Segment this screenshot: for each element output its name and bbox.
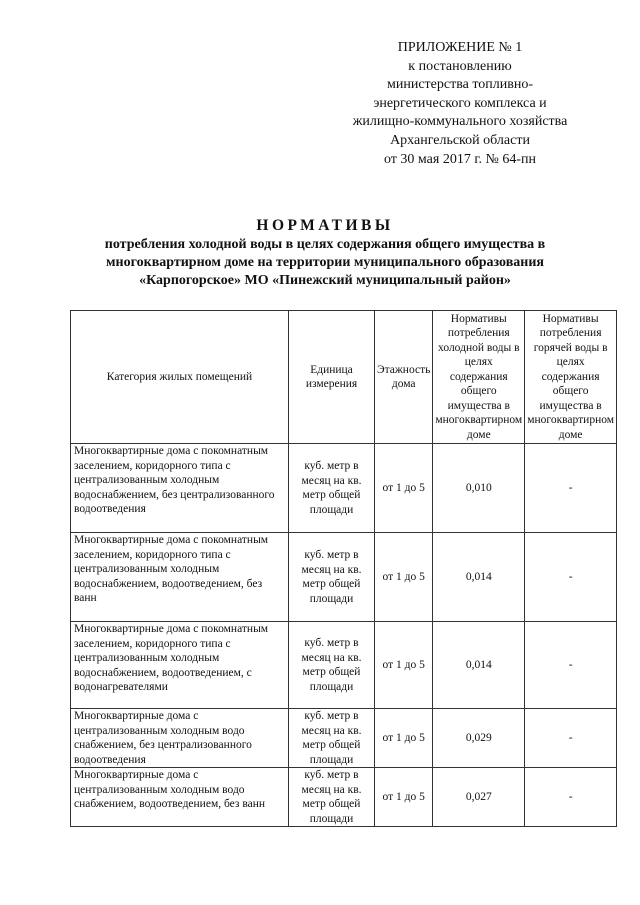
header-unit: Единица измерения [289, 311, 375, 444]
appendix-line: жилищно-коммунального хозяйства [352, 114, 568, 130]
header-cold-norm: Нормативы потребления холодной воды в целях содержания общего имущества в многоквартирном доме [433, 311, 525, 444]
cell-unit: куб. метр в месяц на кв. метр общей площади [289, 709, 375, 768]
cell-hot-norm: - [525, 533, 617, 622]
cell-cold-norm: 0,029 [433, 709, 525, 768]
cell-hot-norm: - [525, 444, 617, 533]
table-row [71, 768, 617, 827]
appendix-line: Архангельской области [390, 132, 530, 148]
appendix-line: министерства топливно- [386, 77, 534, 93]
title-subline: потребления холодной воды в целях содержания общего имущества в [104, 237, 546, 252]
cell-cold-norm: 0,014 [433, 622, 525, 709]
appendix-line: к постановлению [408, 58, 512, 74]
document-title [60, 216, 590, 290]
header-category: Категория жилых помещений [71, 311, 289, 444]
norms-table [70, 310, 617, 827]
cell-floors: от 1 до 5 [375, 533, 433, 622]
title-subline: многоквартирном доме на территории муниципального образования [106, 255, 544, 270]
title-subline: «Карпогорское» МО «Пинежский муниципальный район» [139, 273, 511, 288]
cell-floors: от 1 до 5 [375, 768, 433, 827]
cell-category: Многоквартирные дома с покомнатным заселением, коридорного типа с централизованным холодным водоснабжением, без централизованного водоотведения [71, 444, 289, 533]
cell-category: Многоквартирные дома с централизованным холодным водо снабжением, без централизованного водоотведения [71, 709, 289, 768]
cell-floors: от 1 до 5 [375, 622, 433, 709]
cell-floors: от 1 до 5 [375, 709, 433, 768]
header-hot-norm: Нормативы потребления горячей воды в целях содержания общего имущества в многоквартирном доме [525, 311, 617, 444]
cell-cold-norm: 0,014 [433, 533, 525, 622]
cell-category: Многоквартирные дома с покомнатным заселением, коридорного типа с централизованным холодным водоснабжением, водоотведением, без ванн [71, 533, 289, 622]
table-row [71, 533, 617, 622]
cell-unit: куб. метр в месяц на кв. метр общей площади [289, 768, 375, 827]
table-header-row [71, 311, 617, 444]
header-floors: Этажность дома [375, 311, 433, 444]
cell-hot-norm: - [525, 622, 617, 709]
title-main: НОРМАТИВЫ [256, 217, 394, 234]
cell-unit: куб. метр в месяц на кв. метр общей площади [289, 444, 375, 533]
appendix-line: энергетического комплекса и [373, 95, 547, 111]
table-row [71, 622, 617, 709]
cell-hot-norm: - [525, 768, 617, 827]
appendix-line: ПРИЛОЖЕНИЕ № 1 [397, 40, 523, 55]
table-row [71, 709, 617, 768]
appendix-header [340, 39, 580, 169]
cell-floors: от 1 до 5 [375, 444, 433, 533]
cell-unit: куб. метр в месяц на кв. метр общей площади [289, 622, 375, 709]
cell-category: Многоквартирные дома с централизованным холодным водо снабжением, водоотведением, без ванн [71, 768, 289, 827]
cell-hot-norm: - [525, 709, 617, 768]
table-row [71, 444, 617, 533]
cell-cold-norm: 0,010 [433, 444, 525, 533]
appendix-line: от 30 мая 2017 г. № 64-пн [383, 151, 537, 167]
cell-unit: куб. метр в месяц на кв. метр общей площади [289, 533, 375, 622]
cell-cold-norm: 0,027 [433, 768, 525, 827]
cell-category: Многоквартирные дома с покомнатным заселением, коридорного типа с централизованным холодным водоснабжением, водоотведением, с водонагревателями [71, 622, 289, 709]
